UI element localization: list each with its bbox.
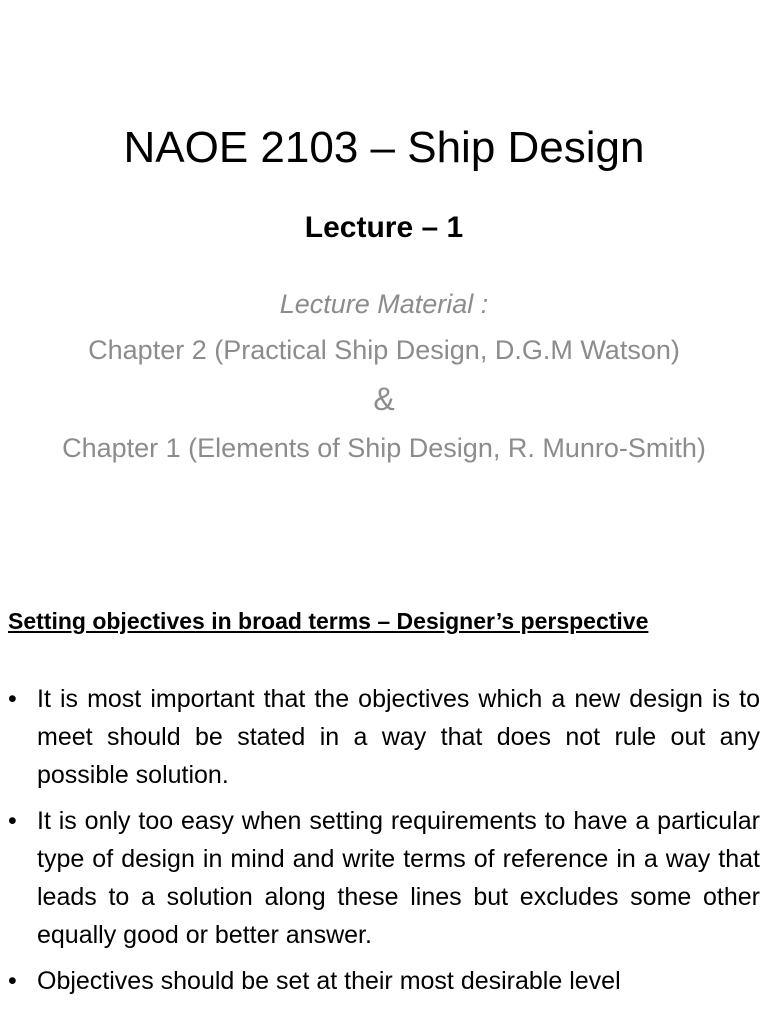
list-item: [8, 680, 760, 794]
bullet-icon: •: [8, 967, 17, 995]
list-item: [8, 962, 760, 1000]
lecture-material-label: Lecture Material :: [279, 289, 489, 319]
slide-title: NAOE 2103 – Ship Design: [123, 123, 645, 172]
section-heading: Setting objectives in broad terms – Designer’s perspective: [8, 608, 649, 634]
bullet-icon: •: [8, 807, 17, 835]
bullet-text: It is most important that the objectives which a new design is to meet should be stated in a way that does not rule out any possible solution.: [37, 685, 760, 789]
bullet-text: It is only too easy when setting requirements to have a particular type of design in mind and write terms of reference in a way that leads to a solution along these lines but excludes some other equally good or better answer.: [37, 807, 760, 949]
reference-watson: Chapter 2 (Practical Ship Design, D.G.M Watson): [88, 335, 680, 365]
title-slide: [0, 0, 768, 500]
list-item: [8, 802, 760, 954]
bullet-list: [0, 680, 768, 1008]
bullet-text: Objectives should be set at their most desirable level: [37, 967, 621, 995]
lecture-number: Lecture – 1: [304, 211, 464, 244]
bullet-icon: •: [8, 685, 17, 713]
ampersand: &: [373, 381, 395, 417]
reference-munro-smith: Chapter 1 (Elements of Ship Design, R. Munro-Smith): [62, 433, 706, 463]
content-slide: [0, 560, 768, 1024]
